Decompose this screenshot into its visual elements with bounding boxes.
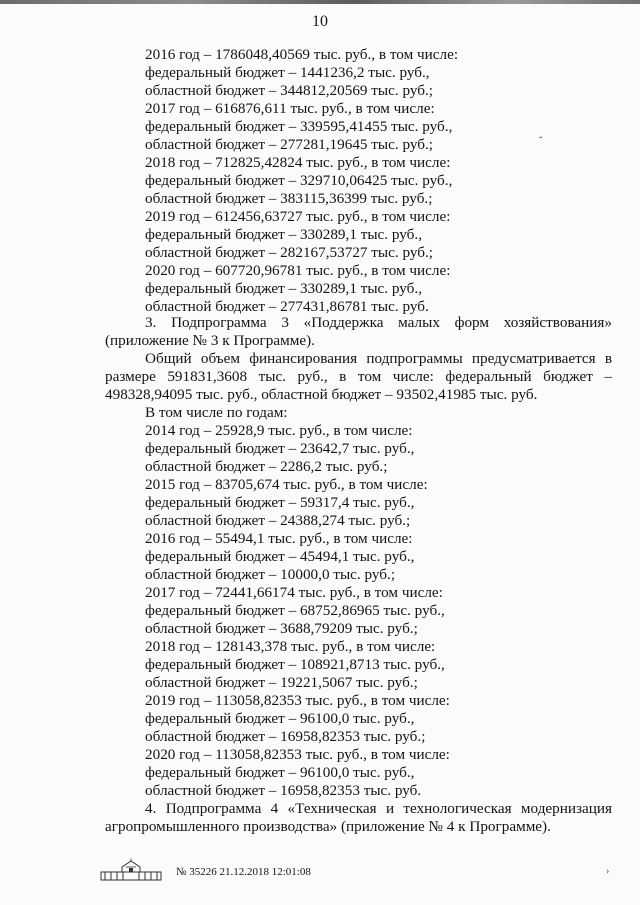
text-line: областной бюджет – 3688,79209 тыс. руб.; — [145, 620, 418, 637]
text-line: 2018 год – 712825,42824 тыс. руб., в том числе: — [145, 154, 451, 171]
text-line: федеральный бюджет – 108921,8713 тыс. руб., — [145, 656, 445, 673]
text-line: 2016 год – 55494,1 тыс. руб., в том числе: — [145, 530, 413, 547]
text-line: областной бюджет – 277281,19645 тыс. руб.; — [145, 136, 434, 153]
text-line: 2020 год – 113058,82353 тыс. руб., в том числе: — [145, 746, 450, 763]
text-line: федеральный бюджет – 330289,1 тыс. руб., — [145, 280, 423, 297]
paragraph-line: размере 591831,3608 тыс. руб., в том числе: федеральный бюджет – — [105, 368, 612, 385]
text-line: федеральный бюджет – 23642,7 тыс. руб., — [145, 440, 415, 457]
text-line: 2019 год – 612456,63727 тыс. руб., в том числе: — [145, 208, 451, 225]
text-line: областной бюджет – 344812,20569 тыс. руб.; — [145, 82, 434, 99]
text-line: областной бюджет – 16958,82353 тыс. руб.; — [145, 728, 426, 745]
text-line: областной бюджет – 277431,86781 тыс. руб. — [145, 298, 429, 315]
paragraph-line: Общий объем финансирования подпрограммы предусматривается в — [145, 350, 612, 367]
text-line: федеральный бюджет – 330289,1 тыс. руб., — [145, 226, 423, 243]
text-line: федеральный бюджет – 329710,06425 тыс. руб., — [145, 172, 453, 189]
text-line: областной бюджет – 16958,82353 тыс. руб. — [145, 782, 422, 799]
text-line: В том числе по годам: — [145, 404, 288, 421]
scan-speck: ˇ — [539, 136, 543, 147]
text-line: 2019 год – 113058,82353 тыс. руб., в том числе: — [145, 692, 450, 709]
page-number: 10 — [312, 13, 328, 30]
registration-stamp-icon — [100, 858, 162, 882]
text-line: 2017 год – 616876,611 тыс. руб., в том числе: — [145, 100, 435, 117]
text-line: областной бюджет – 282167,53727 тыс. руб.; — [145, 244, 434, 261]
scan-margin-mark: › — [606, 866, 610, 877]
text-line: (приложение № 3 к Программе). — [105, 332, 315, 349]
scan-top-edge — [0, 0, 640, 4]
text-line: 2017 год – 72441,66174 тыс. руб., в том числе: — [145, 584, 443, 601]
text-line: областной бюджет – 19221,5067 тыс. руб.; — [145, 674, 418, 691]
text-line: областной бюджет – 24388,274 тыс. руб.; — [145, 512, 411, 529]
text-line: 2014 год – 25928,9 тыс. руб., в том числе: — [145, 422, 413, 439]
text-line: 2015 год – 83705,674 тыс. руб., в том числе: — [145, 476, 428, 493]
text-line: областной бюджет – 2286,2 тыс. руб.; — [145, 458, 388, 475]
text-line: 2018 год – 128143,378 тыс. руб., в том числе: — [145, 638, 436, 655]
text-line: 2016 год – 1786048,40569 тыс. руб., в том числе: — [145, 46, 459, 63]
text-line: агропромышленного производства» (приложение № 4 к Программе). — [105, 818, 551, 835]
text-line: областной бюджет – 383115,36399 тыс. руб.; — [145, 190, 433, 207]
paragraph-line: 4. Подпрограмма 4 «Техническая и технологическая модернизация — [145, 800, 612, 817]
text-line: федеральный бюджет – 59317,4 тыс. руб., — [145, 494, 415, 511]
text-line: федеральный бюджет – 45494,1 тыс. руб., — [145, 548, 415, 565]
text-line: 498328,94095 тыс. руб., областной бюджет – 93502,41985 тыс. руб. — [105, 386, 538, 403]
text-line: областной бюджет – 10000,0 тыс. руб.; — [145, 566, 396, 583]
text-line: федеральный бюджет – 339595,41455 тыс. руб., — [145, 118, 453, 135]
paragraph-line: 3. Подпрограмма 3 «Поддержка малых форм хозяйствования» — [145, 314, 612, 331]
text-line: федеральный бюджет – 96100,0 тыс. руб., — [145, 764, 415, 781]
text-line: 2020 год – 607720,96781 тыс. руб., в том числе: — [145, 262, 451, 279]
document-info: № 35226 21.12.2018 12:01:08 — [176, 866, 311, 878]
text-line: федеральный бюджет – 1441236,2 тыс. руб., — [145, 64, 430, 81]
text-line: федеральный бюджет – 68752,86965 тыс. руб., — [145, 602, 445, 619]
text-line: федеральный бюджет – 96100,0 тыс. руб., — [145, 710, 415, 727]
